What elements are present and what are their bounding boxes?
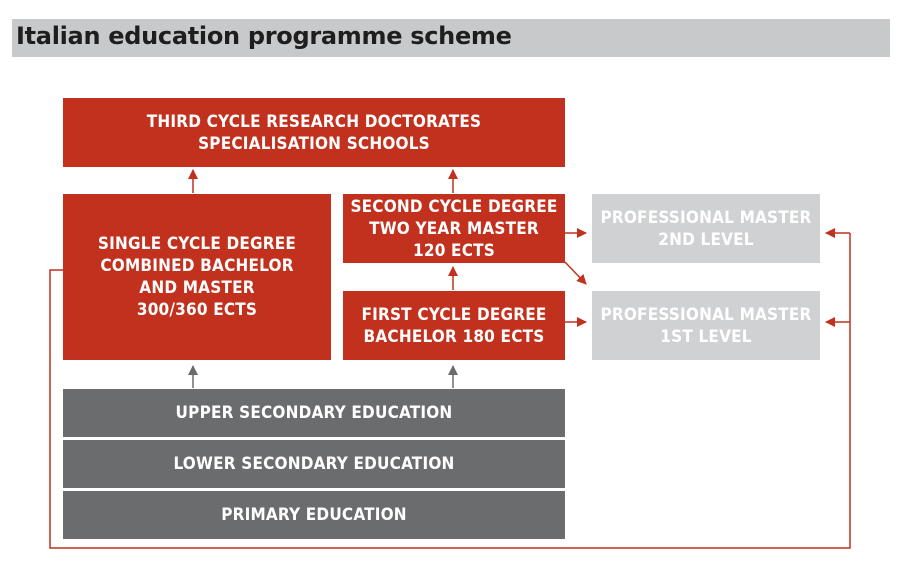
- first-cycle-line-1: FIRST CYCLE DEGREE: [361, 304, 547, 325]
- single-cycle-line-4: 300/360 ECTS: [136, 300, 258, 320]
- upper-secondary-label: UPPER SECONDARY EDUCATION: [175, 403, 453, 423]
- pm1-line-1: PROFESSIONAL MASTER: [600, 304, 812, 325]
- first-cycle-line-2: BACHELOR 180 ECTS: [363, 326, 545, 347]
- arrow-second-to-pm1: [565, 262, 586, 284]
- single-cycle-box: [63, 194, 331, 360]
- page-title: Italian education programme scheme: [16, 22, 512, 50]
- third-cycle-line-1: THIRD CYCLE RESEARCH DOCTORATES: [146, 111, 482, 132]
- third-cycle-box: [63, 98, 565, 167]
- second-cycle-line-1: SECOND CYCLE DEGREE: [350, 196, 558, 217]
- first-cycle-box: [343, 291, 565, 360]
- single-cycle-line-2: COMBINED BACHELOR: [100, 256, 294, 276]
- second-cycle-line-2: TWO YEAR MASTER: [369, 218, 539, 239]
- second-cycle-line-3: 120 ECTS: [413, 240, 495, 261]
- pm1-line-2: 1ST LEVEL: [660, 326, 752, 347]
- third-cycle-line-2: SPECIALISATION SCHOOLS: [198, 133, 430, 154]
- professional-master-2-box: [592, 194, 820, 263]
- primary-box: [63, 491, 565, 539]
- single-cycle-line-3: AND MASTER: [139, 278, 255, 298]
- lower-secondary-label: LOWER SECONDARY EDUCATION: [173, 454, 455, 474]
- pm2-line-2: 2ND LEVEL: [658, 229, 754, 250]
- second-cycle-box: [343, 194, 565, 263]
- pm2-line-1: PROFESSIONAL MASTER: [600, 207, 812, 228]
- upper-secondary-box: [63, 389, 565, 437]
- professional-master-1-box: [592, 291, 820, 360]
- lower-secondary-box: [63, 440, 565, 488]
- primary-label: PRIMARY EDUCATION: [221, 505, 407, 525]
- single-cycle-line-1: SINGLE CYCLE DEGREE: [97, 234, 297, 254]
